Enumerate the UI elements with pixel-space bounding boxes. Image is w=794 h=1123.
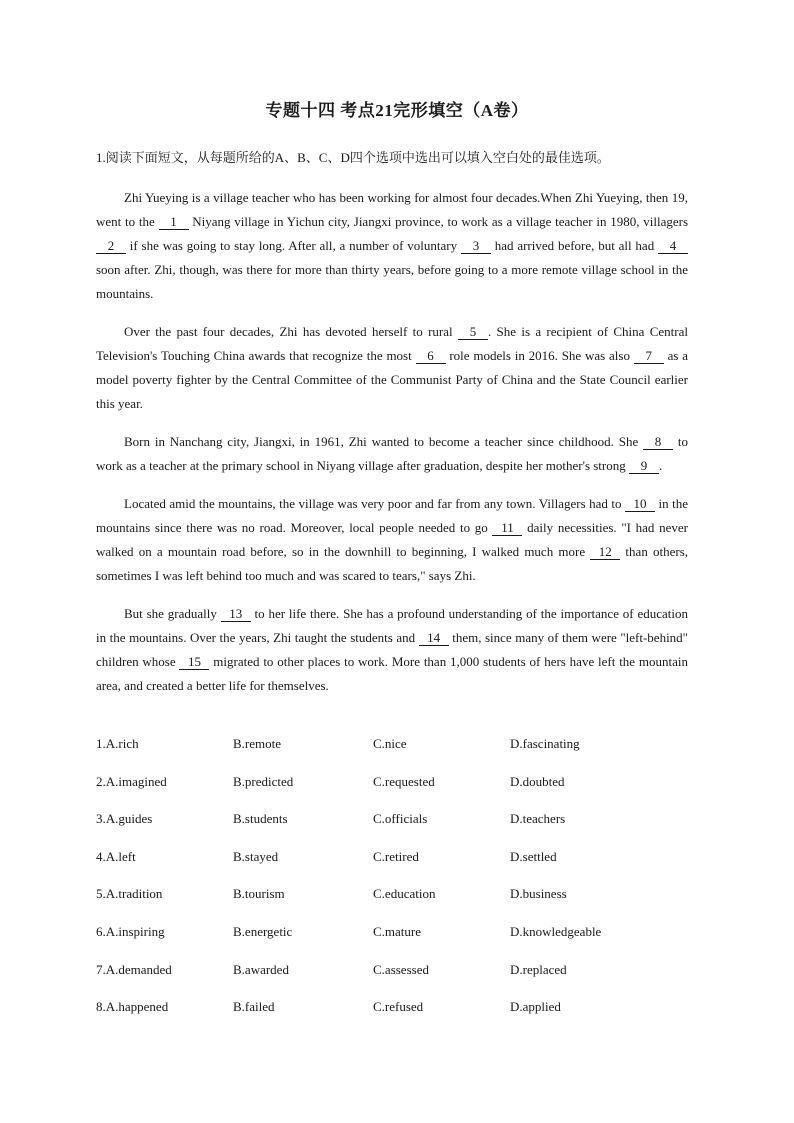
option-choice: 2.A.imagined: [96, 773, 167, 789]
passage-text: .: [659, 458, 663, 473]
passage-text: But she gradually: [124, 606, 221, 621]
option-row: [96, 811, 696, 849]
option-choice: B.failed: [233, 999, 275, 1015]
passage-paragraph: [96, 430, 688, 478]
option-choice: C.mature: [373, 923, 422, 939]
blank-number: 12: [590, 545, 620, 560]
blank-number: 6: [416, 349, 446, 364]
instruction-text: 1.阅读下面短文，从每题所给的A、B、C、D四个选项中选出可以填入空白处的最佳选项。: [96, 150, 610, 165]
passage-paragraph: [96, 602, 688, 698]
passage-text: Zhi Yueying is a village teacher who has been working for almost four decades.When Zhi Yueying, then 19, went to the: [96, 190, 688, 229]
passage-text: than others, sometimes I was left behind too much and was scared to tears," says Zhi.: [96, 544, 689, 583]
blank-number: 9: [629, 459, 659, 474]
option-choice: C.nice: [373, 736, 407, 751]
option-row: [96, 999, 696, 1037]
option-row: [96, 924, 696, 962]
option-choice: B.students: [233, 811, 288, 827]
passage-text: Located amid the mountains, the village was very poor and far from any town. Villagers had to: [124, 496, 626, 511]
option-choice: 7.A.demanded: [96, 961, 172, 977]
passage-text: Born in Nanchang city, Jiangxi, in 1961, Zhi wanted to become a teacher since childhood. She: [124, 434, 644, 449]
passage-text: as a model poverty fighter by the Central Committee of the Communist Party of China and the State Council earlier this year.: [96, 348, 688, 411]
option-choice: 1.A.rich: [96, 736, 139, 751]
blank-number: 1: [159, 215, 189, 230]
option-choice: C.assessed: [373, 961, 429, 977]
passage-text: Over the past four decades, Zhi has devoted herself to rural: [124, 324, 458, 339]
passage-paragraph: [96, 320, 688, 416]
blank-number: 11: [492, 521, 522, 536]
blank-number: 4: [658, 239, 688, 254]
option-choice: 4.A.left: [96, 848, 136, 864]
option-choice: C.education: [373, 886, 436, 902]
option-choice: 6.A.inspiring: [96, 923, 165, 939]
blank-number: 15: [179, 655, 209, 670]
passage-text: if she was going to stay long. After all, a number of voluntary: [126, 238, 461, 253]
blank-number: 3: [461, 239, 491, 254]
option-choice: B.remote: [233, 736, 282, 751]
passage-text: in the mountains since there was no road. Moreover, local people needed to go: [96, 496, 689, 535]
answer-options: [96, 736, 696, 1037]
option-choice: C.officials: [373, 811, 428, 827]
option-choice: 8.A.happened: [96, 999, 169, 1015]
passage-text: daily necessities. "I had never walked on a mountain road before, so in the downhill to beginning, I walked much more: [96, 520, 688, 559]
passage-text: to work as a teacher at the primary school in Niyang village after graduation, despite her mother's strong: [96, 434, 688, 473]
passage-text: to her life there. She has a profound understanding of the importance of education in the mountains. Over the years, Zhi taught the students and: [96, 606, 688, 645]
option-choice: D.knowledgeable: [510, 923, 602, 939]
option-choice: D.applied: [510, 999, 561, 1015]
blank-number: 13: [221, 607, 251, 622]
passage-paragraph: [96, 186, 688, 306]
option-choice: D.settled: [510, 848, 557, 864]
cloze-passage: [96, 186, 688, 712]
option-choice: D.fascinating: [510, 736, 580, 751]
blank-number: 2: [96, 239, 126, 254]
passage-paragraph: [96, 492, 688, 588]
option-choice: B.awarded: [233, 961, 289, 977]
option-choice: C.refused: [373, 999, 424, 1015]
option-row: [96, 962, 696, 1000]
blank-number: 5: [458, 325, 488, 340]
option-choice: D.teachers: [510, 811, 566, 827]
passage-text: role models in 2016. She was also: [445, 348, 634, 363]
blank-number: 7: [634, 349, 664, 364]
passage-text: Niyang village in Yichun city, Jiangxi province, to work as a village teacher in 1980, villagers: [188, 214, 689, 229]
blank-number: 10: [625, 497, 655, 512]
option-choice: C.requested: [373, 773, 435, 789]
blank-number: 8: [643, 435, 673, 450]
option-row: [96, 736, 696, 774]
option-choice: D.replaced: [510, 961, 567, 977]
option-choice: D.doubted: [510, 773, 565, 789]
option-choice: B.energetic: [233, 923, 293, 939]
option-choice: C.retired: [373, 848, 419, 864]
option-row: [96, 849, 696, 887]
option-choice: 3.A.guides: [96, 811, 153, 827]
option-choice: B.stayed: [233, 848, 279, 864]
passage-text: them, since many of them were "left-behind" children whose: [96, 630, 688, 669]
passage-text: had arrived before, but all had: [490, 238, 659, 253]
option-choice: D.business: [510, 886, 567, 902]
passage-text: . She is a recipient of China Central Television's Touching China awards that recognize the most: [96, 324, 688, 363]
option-choice: B.tourism: [233, 886, 285, 902]
page-title: 专题十四 考点21完形填空（A卷）: [265, 101, 529, 120]
option-choice: B.predicted: [233, 773, 294, 789]
option-row: [96, 774, 696, 812]
option-row: [96, 886, 696, 924]
blank-number: 14: [419, 631, 449, 646]
passage-text: soon after. Zhi, though, was there for more than thirty years, before going to a more remote village school in the mountains.: [96, 262, 688, 301]
passage-text: migrated to other places to work. More than 1,000 students of hers have left the mountain area, and created a better life for themselves.: [96, 654, 689, 693]
option-choice: 5.A.tradition: [96, 886, 163, 902]
